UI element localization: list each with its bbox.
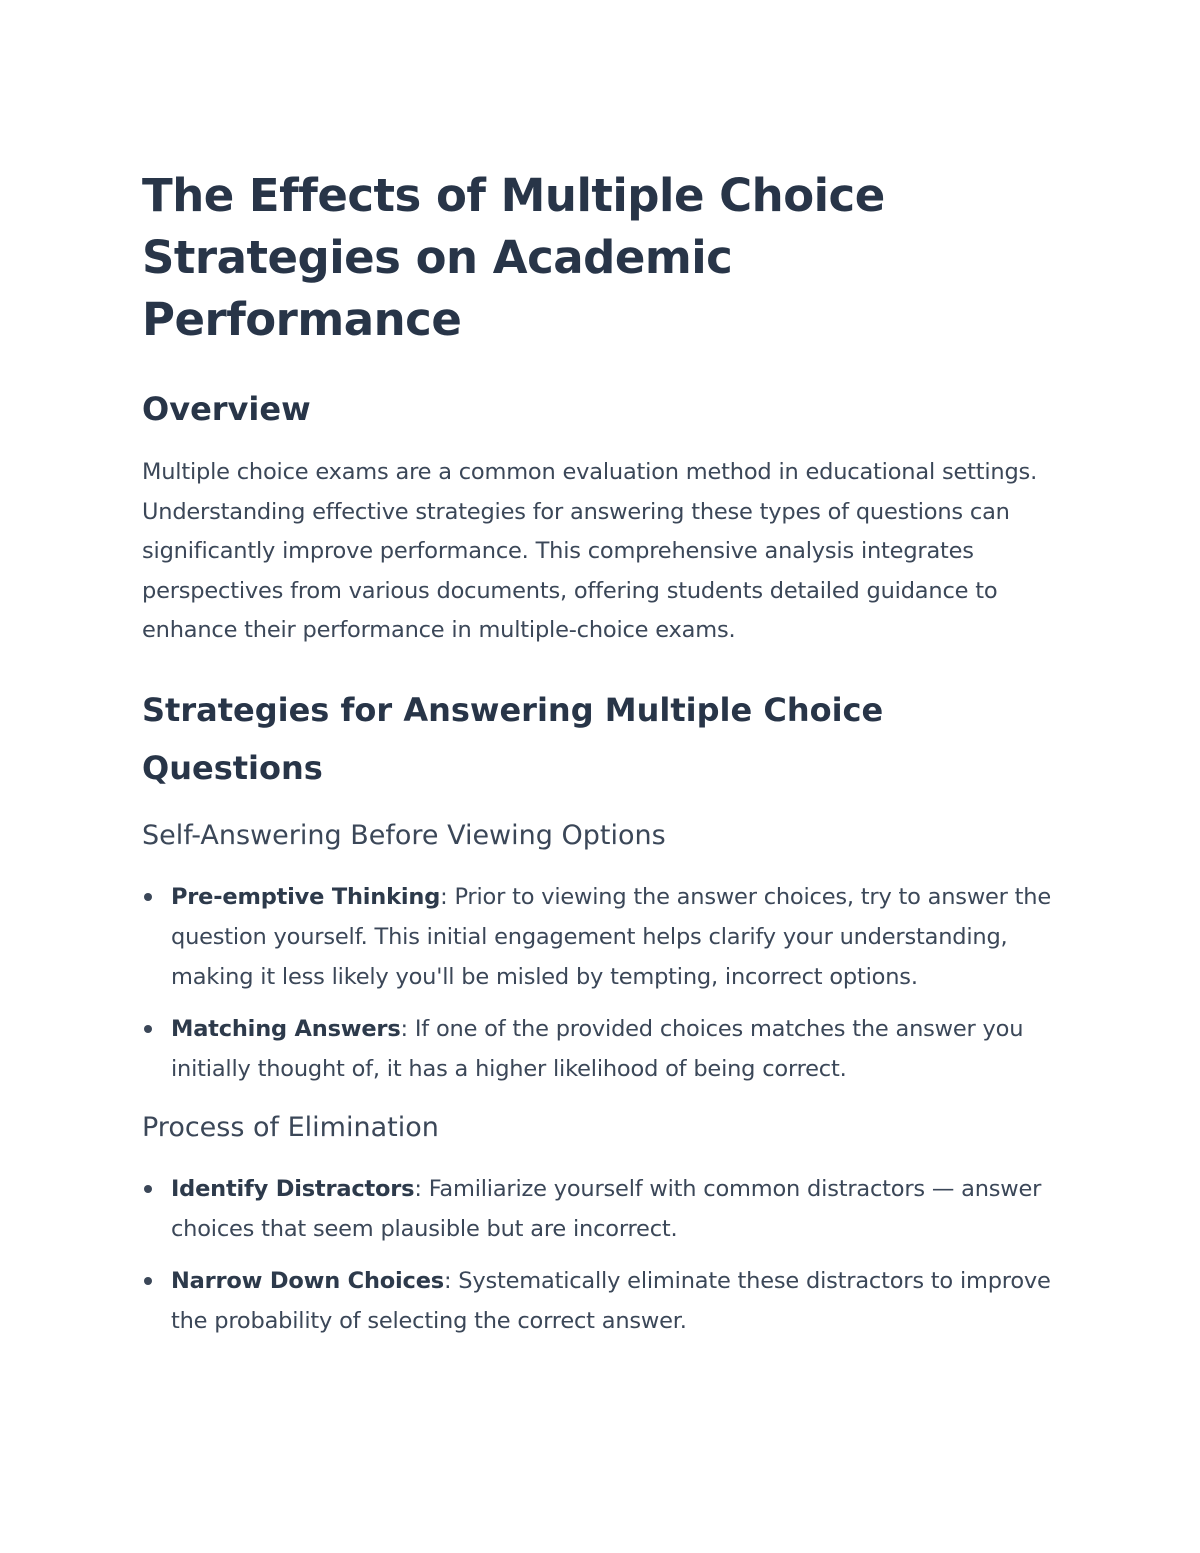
overview-paragraph: Multiple choice exams are a common evaluation method in educational settings. Understanding effective strategies for answering these types of questions can significantly improve performance. This comprehensive analysis integrates perspectives from various documents, offering students detailed guidance to enhance their performance in multiple-choice exams. — [142, 459, 1038, 643]
list-item — [142, 1169, 1062, 1249]
document-title: The Effects of Multiple Choice Strategies on Academic Performance — [142, 169, 885, 346]
list-item-term: Pre-emptive Thinking — [171, 883, 441, 910]
list-item-text: : Prior to viewing the answer choices, try to answer the question yourself. This initial engagement helps clarify your understanding, making it less likely you'll be misled by tempting, incorrect options. — [171, 883, 1052, 990]
list-item — [142, 877, 1062, 997]
document-page — [142, 165, 1062, 1341]
list-item-term: Narrow Down Choices — [171, 1267, 444, 1294]
strategies-heading: Strategies for Answering Multiple Choice Questions — [142, 690, 884, 787]
list-item-text: : Familiarize yourself with common distractors — answer choices that seem plausible but are incorrect. — [171, 1175, 1042, 1242]
overview-heading: Overview — [142, 390, 311, 428]
list-item-text: : If one of the provided choices matches the answer you initially thought of, it has a higher likelihood of being correct. — [171, 1015, 1024, 1082]
bullet-icon — [144, 893, 152, 901]
list-item-term: Identify Distractors — [171, 1175, 415, 1202]
list-item-text: : Systematically eliminate these distractors to improve the probability of selecting the correct answer. — [171, 1267, 1051, 1334]
process-of-elimination-heading: Process of Elimination — [142, 1111, 439, 1143]
list-item-term: Matching Answers — [171, 1015, 401, 1042]
list-item — [142, 1261, 1062, 1341]
process-of-elimination-list — [142, 1169, 1062, 1341]
list-item — [142, 1009, 1062, 1089]
self-answering-heading: Self-Answering Before Viewing Options — [142, 819, 666, 851]
self-answering-list — [142, 877, 1062, 1089]
bullet-icon — [144, 1025, 152, 1033]
bullet-icon — [144, 1185, 152, 1193]
bullet-icon — [144, 1277, 152, 1285]
